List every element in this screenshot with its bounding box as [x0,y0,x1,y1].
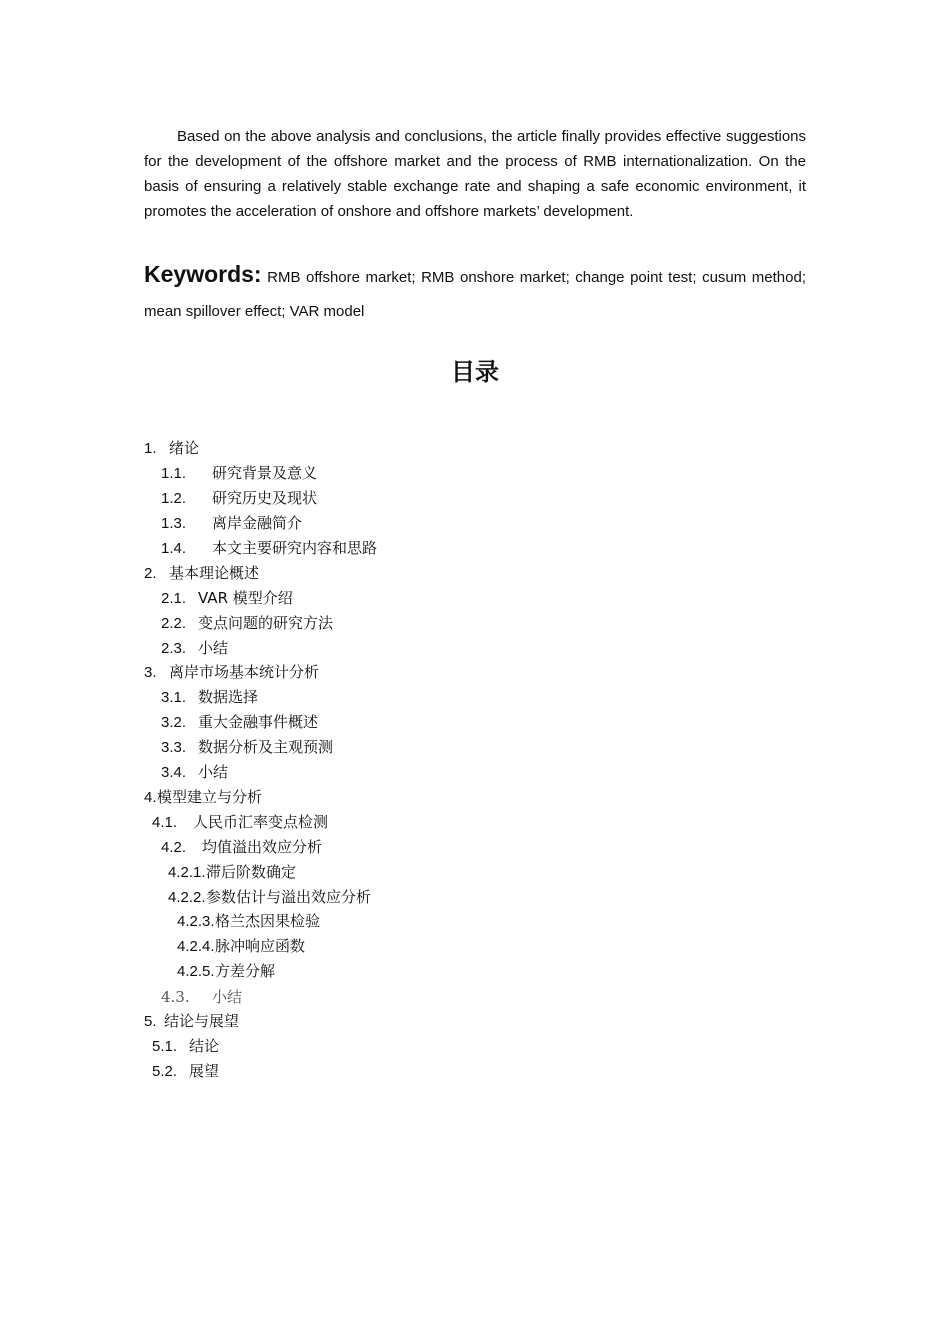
toc-entry-label: 离岸市场基本统计分析 [169,663,320,681]
toc-entry-1-2[interactable] [161,486,317,510]
toc-entry-number: 3.1. [161,689,187,706]
toc-entry-label: 展望 [189,1062,220,1080]
toc-entry-label: 参数估计与溢出效应分析 [206,888,372,906]
toc-entry-number: 2.3. [161,640,187,657]
toc-entry-number: 1.4. [161,540,187,557]
toc-entry-1[interactable] [144,436,199,460]
toc-entry-label: 结论与展望 [164,1012,240,1030]
toc-entry-2-2[interactable] [161,611,333,635]
toc-entry-2[interactable] [144,561,259,585]
toc-entry-3-2[interactable] [161,710,318,734]
toc-entry-3-3[interactable] [161,735,333,759]
toc-entry-number: 2.2. [161,615,187,632]
toc-entry-4-3[interactable] [161,985,242,1009]
toc-entry-number: 2.1. [161,590,187,607]
toc-entry-label: 数据分析及主观预测 [198,738,334,756]
toc-entry-number: 3.2. [161,714,187,731]
toc-entry-number: 1.3. [161,515,187,532]
toc-entry-label: 绪论 [169,439,200,457]
toc-entry-number: 5.2. [152,1063,178,1080]
toc-entry-1-1[interactable] [161,461,317,485]
toc-entry-1-4[interactable] [161,536,377,560]
toc-entry-3-1[interactable] [161,685,258,709]
toc-entry-label: 离岸金融简介 [212,514,303,532]
toc-entry-number: 3. [144,664,157,681]
toc-entry-label: 脉冲响应函数 [215,937,306,955]
toc-entry-5[interactable] [144,1009,239,1033]
toc-entry-number: 4.2.5. [177,963,215,980]
toc-entry-label: 格兰杰因果检验 [215,912,321,930]
toc-entry-label: 滞后阶数确定 [206,863,297,881]
toc-entry-2-1[interactable] [161,586,293,610]
toc-entry-number: 4.2.2. [168,889,206,906]
toc-entry-1-3[interactable] [161,511,302,535]
toc-entry-5-2[interactable] [152,1059,219,1083]
toc-title: 目录 [451,358,499,386]
toc-entry-label: 小结 [198,639,229,657]
toc-entry-label: 本文主要研究内容和思路 [212,539,378,557]
toc-entry-label: 研究背景及意义 [212,464,318,482]
toc-entry-label: 基本理论概述 [169,564,260,582]
keywords-text: RMB offshore market; RMB onshore market; change point test; cusum method; mean spillover effect; VAR model [144,269,806,320]
toc-entry-number: 4.2.3. [177,913,215,930]
toc-entry-label: 小结 [212,988,243,1006]
toc-entry-label: 数据选择 [198,688,259,706]
toc-entry-4-2-1[interactable] [168,860,296,884]
toc-entry-number: 5.1. [152,1038,178,1055]
toc-entry-4-2-4[interactable] [177,934,305,958]
toc-entry-4-2-3[interactable] [177,909,320,933]
toc-entry-number: 2. [144,565,157,582]
toc-entry-label: 变点问题的研究方法 [198,614,334,632]
toc-entry-number: 3.3. [161,739,187,756]
toc-entry-number: 5. [144,1013,157,1030]
abstract-paragraph: Based on the above analysis and conclusions, the article finally provides effective suggestions for the development of the offshore market and the process of RMB internationalization. On the basis of ensuring a relatively stable exchange rate and shaping a safe economic environment, it promotes the acceleration of onshore and offshore markets’ development. [144,128,806,220]
toc-entry-number: 4.3. [161,988,190,1006]
toc-entry-number: 3.4. [161,764,187,781]
toc-entry-5-1[interactable] [152,1034,219,1058]
toc-entry-label: 均值溢出效应分析 [202,838,323,856]
toc-entry-4-2-2[interactable] [168,885,371,909]
toc-entry-number: 4. [144,789,157,806]
toc-entry-3[interactable] [144,660,319,684]
toc-entry-label: VAR 模型介绍 [198,589,293,607]
toc-entry-4-2[interactable] [161,835,322,859]
toc-entry-number: 1.1. [161,465,187,482]
toc-entry-4-2-5[interactable] [177,959,275,983]
keywords-line [144,257,806,329]
toc-entry-number: 4.2.1. [168,864,206,881]
toc-entry-label: 模型建立与分析 [157,788,263,806]
toc-entry-3-4[interactable] [161,760,228,784]
keywords-label: Keywords: [144,261,262,287]
toc-entry-4[interactable] [144,785,262,809]
toc-entry-number: 1. [144,440,157,457]
toc-entry-number: 4.2.4. [177,938,215,955]
toc-entry-2-3[interactable] [161,636,228,660]
toc-entry-label: 研究历史及现状 [212,489,318,507]
toc-entry-4-1[interactable] [152,810,328,834]
toc-entry-number: 1.2. [161,490,187,507]
toc-entry-label: 小结 [198,763,229,781]
toc-entry-label: 方差分解 [215,962,276,980]
toc-entry-label: 人民币汇率变点检测 [193,813,329,831]
toc-entry-label: 重大金融事件概述 [198,713,319,731]
toc-entry-number: 4.2. [161,839,187,856]
toc-entry-number: 4.1. [152,814,178,831]
toc-entry-label: 结论 [189,1037,220,1055]
